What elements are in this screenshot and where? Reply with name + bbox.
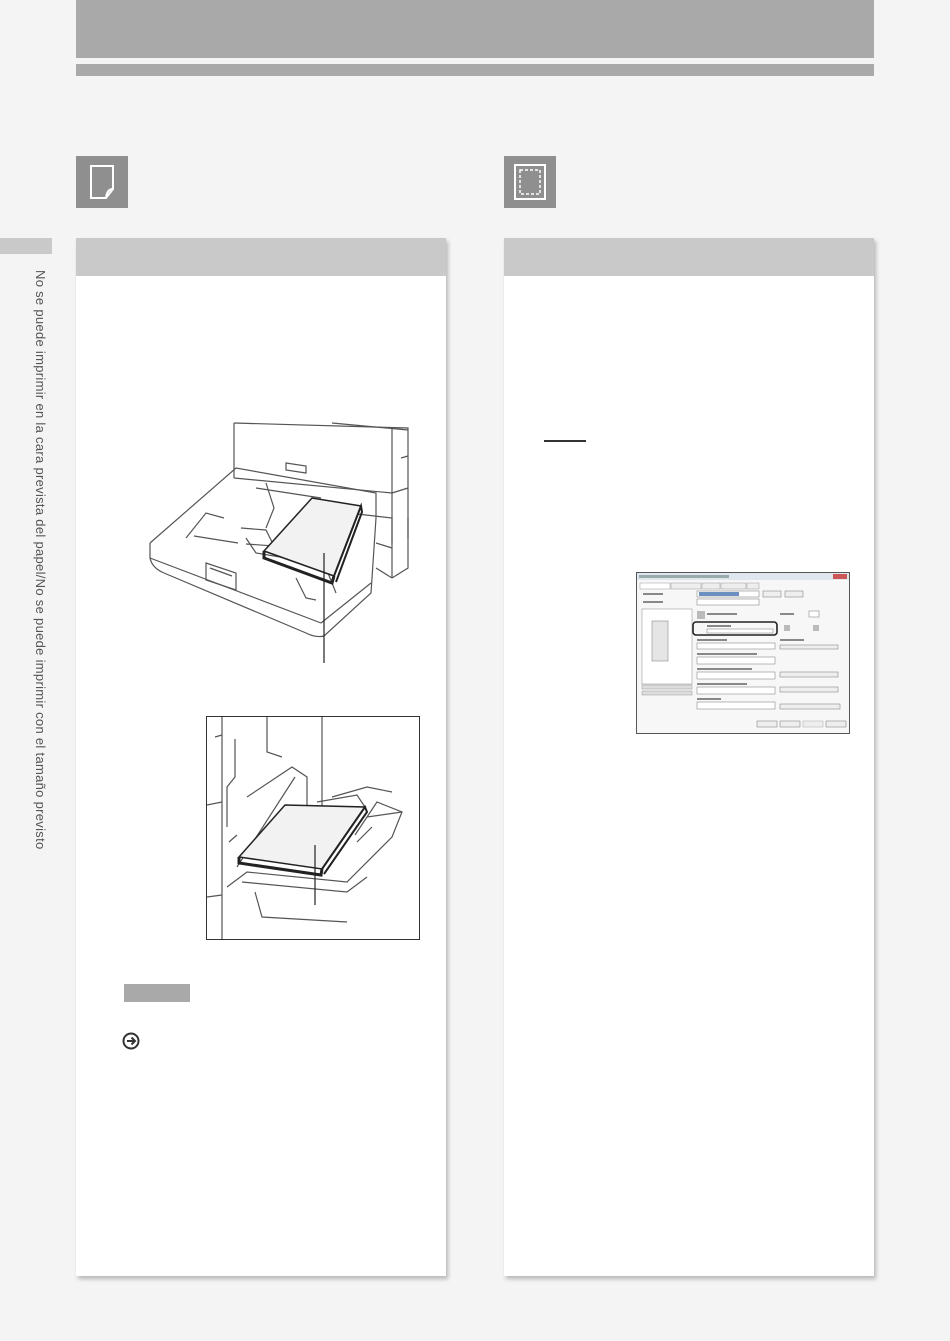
header-banner xyxy=(76,0,874,58)
right-panel xyxy=(504,238,874,1276)
left-panel-header xyxy=(76,238,446,276)
right-panel-header xyxy=(504,238,874,276)
left-panel xyxy=(76,238,446,1276)
circle-arrow-right-icon xyxy=(122,1032,142,1052)
side-section-title: No se puede imprimir en la cara prevista del papel/No se puede imprimir con el tamaño previsto xyxy=(33,270,48,850)
side-index-tab xyxy=(0,238,52,254)
printer-preferences-dialog xyxy=(636,572,850,734)
paper-sheet-icon xyxy=(76,156,128,208)
note-badge xyxy=(124,984,190,1002)
dashed-page-size-icon xyxy=(504,156,556,208)
manual-feed-inset xyxy=(206,716,420,940)
header-subbar xyxy=(76,64,874,76)
paper-drawer-illustration xyxy=(146,418,426,663)
underlined-term-mark xyxy=(544,440,586,442)
